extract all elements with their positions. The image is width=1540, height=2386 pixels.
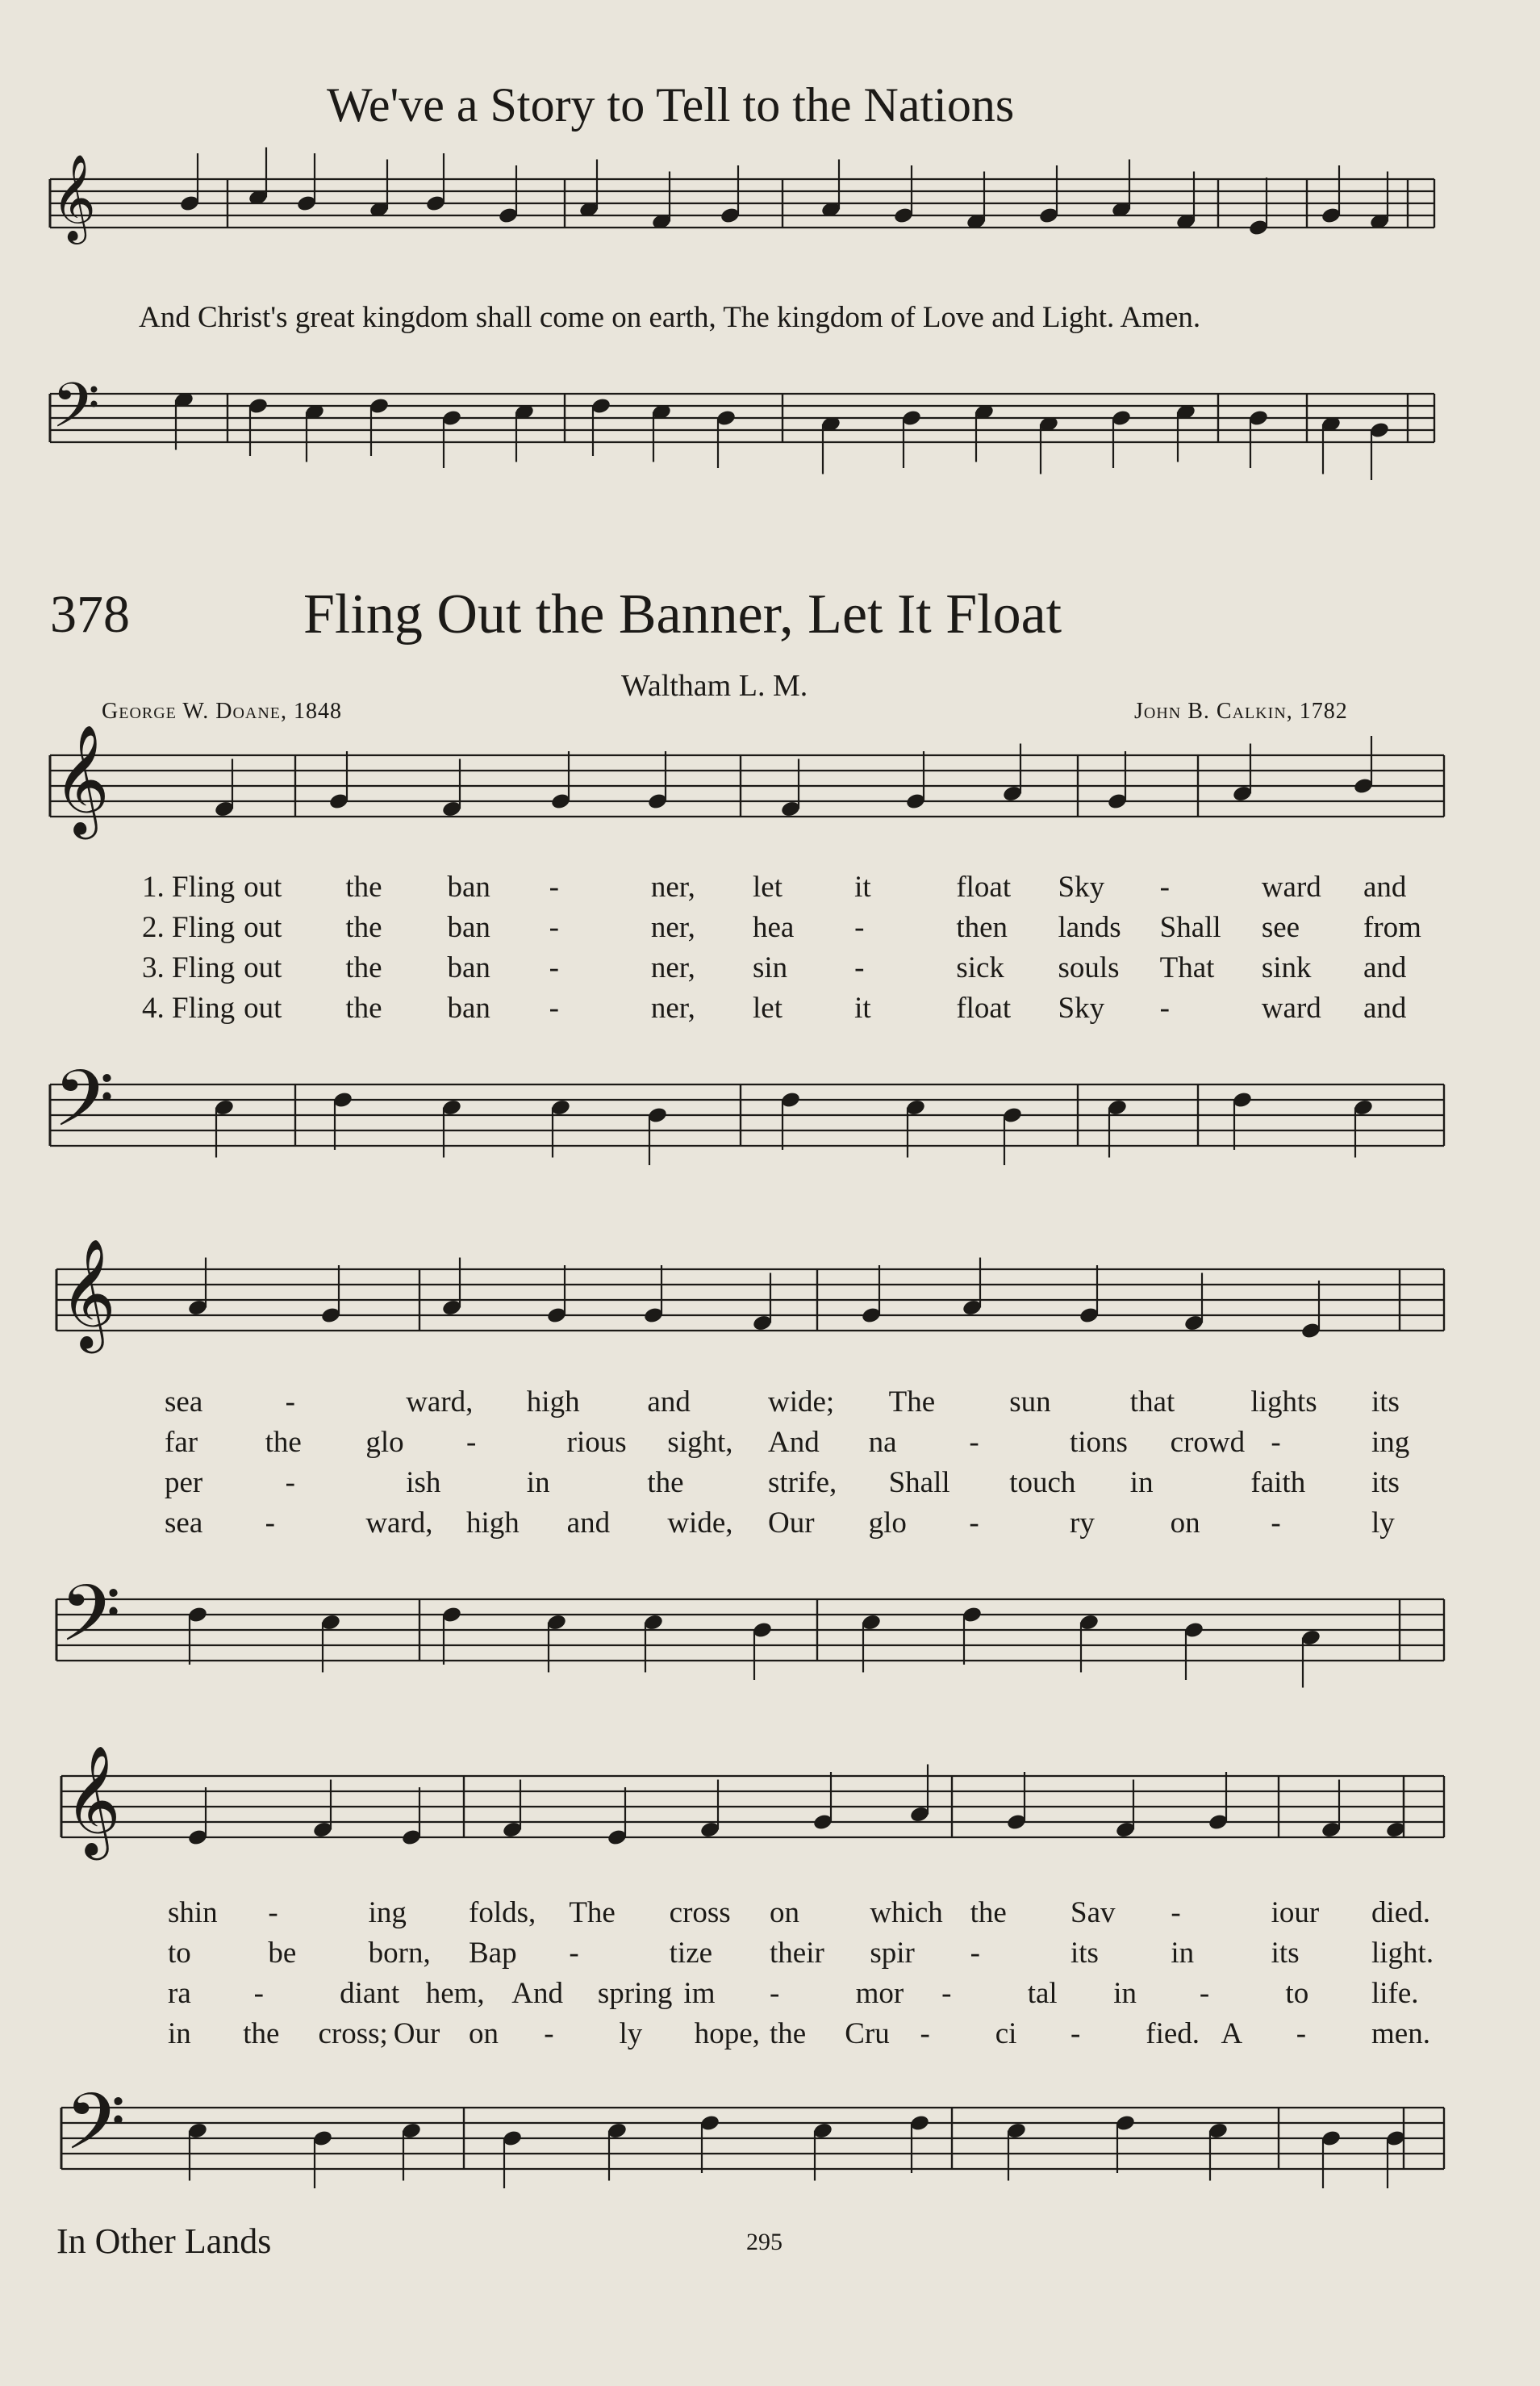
verse-word: tize	[669, 1937, 713, 1970]
verse-word: -	[854, 951, 865, 984]
verse-word: out	[244, 911, 282, 944]
verse-word: ner,	[650, 992, 695, 1025]
verse-word: the	[345, 871, 382, 904]
verse-word: folds,	[469, 1896, 536, 1929]
verse-word: glo	[365, 1426, 404, 1459]
verse-word: and	[566, 1506, 611, 1540]
verse-word: the	[345, 992, 382, 1025]
verse-word: 3. Fling	[142, 951, 236, 984]
verse-word: -	[265, 1506, 275, 1540]
composer-credit	[1134, 699, 1348, 725]
verse-word: which	[870, 1896, 943, 1929]
verse-word: that	[1129, 1385, 1175, 1419]
verse-word: ner,	[650, 871, 695, 904]
verse-word: -	[1159, 992, 1170, 1025]
verse-word: high	[466, 1506, 520, 1540]
verse-word: float	[956, 992, 1012, 1025]
verse-word: and	[1363, 951, 1407, 984]
hymn-system1-treble-staff	[50, 755, 1444, 817]
verse-word: and	[1363, 992, 1407, 1025]
verse-word: glo	[868, 1506, 907, 1540]
verse-word: the	[265, 1426, 302, 1459]
verse-word: -	[1070, 2017, 1081, 2050]
verse-word: 4. Fling	[142, 992, 236, 1025]
verse-word: the	[770, 2017, 807, 2050]
verse-word: The	[569, 1896, 616, 1929]
verse-word: out	[244, 951, 282, 984]
verse-word: -	[970, 1937, 980, 1970]
verse-word: im	[683, 1977, 716, 2010]
verse-word: Sav	[1070, 1896, 1116, 1929]
verse-word: -	[285, 1466, 295, 1499]
verse-word: Cru	[845, 2017, 890, 2050]
verse-word: to	[168, 1937, 191, 1970]
verse-word: ner,	[650, 951, 695, 984]
verse-word: lands	[1058, 911, 1121, 944]
verse-word: men.	[1371, 2017, 1430, 2050]
verse-word: spring	[597, 1977, 673, 2010]
verse-word: ner,	[650, 911, 695, 944]
verse-word: float	[956, 871, 1012, 904]
hymn-system3-bass-staff	[61, 2108, 1444, 2169]
verse-word: ward,	[406, 1385, 474, 1419]
verse-word: -	[854, 911, 865, 944]
verse-word: it	[854, 871, 871, 904]
verse-word: -	[253, 1977, 264, 2010]
verse-word: 2. Fling	[142, 911, 236, 944]
verse-word: on	[1170, 1506, 1200, 1540]
music-notes	[173, 148, 1406, 2189]
verse-word: rious	[566, 1426, 627, 1459]
hymn-system2-treble-staff	[56, 1269, 1444, 1331]
verse-word: from	[1363, 911, 1421, 944]
verse-word: -	[285, 1385, 295, 1419]
verse-word: and	[647, 1385, 691, 1419]
verse-word: ci	[995, 2017, 1017, 2050]
verse-word: 1. Fling	[142, 871, 236, 904]
verse-word: -	[549, 992, 559, 1025]
verse-word: crowd	[1170, 1426, 1246, 1459]
verse-word: its	[1271, 1937, 1300, 1970]
verse-word: ban	[447, 992, 490, 1025]
verse-word: sea	[165, 1385, 203, 1419]
verse-word: sight,	[667, 1426, 733, 1459]
verse-word: ban	[447, 911, 490, 944]
verse-word: ing	[368, 1896, 407, 1929]
verse-word: sink	[1261, 951, 1312, 984]
verse-word: strife,	[768, 1466, 837, 1499]
verse-word: on	[469, 2017, 499, 2050]
verse-word: born,	[368, 1937, 431, 1970]
verse-word: died.	[1371, 1896, 1430, 1929]
section-name: In Other Lands	[56, 2221, 272, 2261]
verse-word: sun	[1009, 1385, 1051, 1419]
verse-word: -	[941, 1977, 952, 2010]
verse-word: far	[165, 1426, 198, 1459]
verse-word: touch	[1009, 1466, 1076, 1499]
verse-word: ly	[1371, 1506, 1395, 1540]
verse-word: be	[268, 1937, 297, 1970]
verse-word: -	[268, 1896, 278, 1929]
verse-word: it	[854, 992, 871, 1025]
verse-word: let	[753, 871, 783, 904]
verse-word: wide;	[768, 1385, 835, 1419]
verse-word: out	[244, 871, 282, 904]
verse-word: life.	[1371, 1977, 1419, 2010]
verse-word: light.	[1371, 1937, 1434, 1970]
clef: 𝄢	[65, 2076, 126, 2187]
author-credit	[102, 699, 342, 725]
hymn-system3-treble-staff	[61, 1776, 1444, 1837]
hymn-system2-bass-staff	[56, 1599, 1444, 1661]
top-hymn-lyric: And Christ's great kingdom shall come on earth, The kingdom of Love and Light. Amen.	[139, 301, 1201, 334]
verse-word: in	[1171, 1937, 1195, 1970]
verse-word: the	[970, 1896, 1007, 1929]
verse-word: ban	[447, 871, 490, 904]
verse-word: The	[888, 1385, 936, 1419]
verse-word: Sky	[1058, 871, 1105, 904]
verse-word: then	[956, 911, 1008, 944]
verse-word: -	[1171, 1896, 1181, 1929]
tune-name: Waltham L. M.	[621, 669, 808, 703]
verse-word: the	[243, 2017, 280, 2050]
verse-word: in	[1113, 1977, 1137, 2010]
verse-word: iour	[1271, 1896, 1320, 1929]
verse-word: -	[549, 871, 559, 904]
verse-word: on	[770, 1896, 799, 1929]
clef: 𝄢	[53, 1053, 115, 1164]
composer-name: John B. Calkin, 1782	[1134, 699, 1348, 724]
verse-word: cross;	[318, 2017, 388, 2050]
verse-word: -	[549, 911, 559, 944]
verse-word: hem,	[425, 1977, 485, 2010]
verse-word: -	[569, 1937, 579, 1970]
verse-word: -	[969, 1506, 979, 1540]
verse-word: in	[168, 2017, 191, 2050]
clef: 𝄢	[52, 370, 100, 457]
verse-word: Bap	[469, 1937, 517, 1970]
verse-word: sick	[956, 951, 1004, 984]
verse-word: the	[647, 1466, 684, 1499]
verse-word: Sky	[1058, 992, 1105, 1025]
top-hymn-title: We've a Story to Tell to the Nations	[327, 78, 1015, 132]
verse-word: tal	[1027, 1977, 1058, 2010]
hymn-title: Fling Out the Banner, Let It Float	[303, 583, 1062, 646]
verse-word: ward,	[365, 1506, 433, 1540]
verse-word: -	[1271, 1506, 1281, 1540]
verse-word: -	[770, 1977, 780, 2010]
clef: 𝄞	[60, 1238, 116, 1348]
verse-word: in	[526, 1466, 550, 1499]
verse-word: fied.	[1146, 2017, 1200, 2050]
verse-word: out	[244, 992, 282, 1025]
verse-word: Our	[393, 2017, 440, 2050]
verse-word: ry	[1070, 1506, 1095, 1540]
clef: 𝄞	[52, 153, 96, 240]
verse-word: -	[466, 1426, 477, 1459]
verse-word: and	[1363, 871, 1407, 904]
verse-word: their	[770, 1937, 824, 1970]
verse-word: -	[1159, 871, 1170, 904]
hymn-number: 378	[50, 585, 130, 644]
verse-word: Shall	[1159, 911, 1221, 944]
verse-word: A	[1221, 2017, 1243, 2050]
verse-word: -	[1296, 2017, 1307, 2050]
music-clefs	[52, 153, 126, 2187]
verse-word: its	[1371, 1385, 1400, 1419]
verse-word: ing	[1371, 1426, 1410, 1459]
verse-word: faith	[1250, 1466, 1306, 1499]
verse-word: And	[768, 1426, 820, 1459]
verse-word: sin	[753, 951, 788, 984]
verse-word: diant	[340, 1977, 400, 2010]
verse-word: -	[549, 951, 559, 984]
verse-word: -	[1271, 1426, 1281, 1459]
verse-word: spir	[870, 1937, 915, 1970]
verse-word: let	[753, 992, 783, 1025]
clef: 𝄞	[53, 724, 110, 834]
verse-word: Shall	[888, 1466, 950, 1499]
verse-word: wide,	[667, 1506, 733, 1540]
verse-word: the	[345, 951, 382, 984]
clef: 𝄢	[60, 1568, 121, 1678]
verse-word: ra	[168, 1977, 191, 2010]
verse-word: the	[345, 911, 382, 944]
verse-word: That	[1159, 951, 1215, 984]
author-name: George W. Doane, 1848	[102, 699, 342, 724]
verse-word: its	[1371, 1466, 1400, 1499]
verse-word: see	[1261, 911, 1300, 944]
verse-word: na	[868, 1426, 897, 1459]
verse-word: ish	[406, 1466, 441, 1499]
verse-word: mor	[855, 1977, 904, 2010]
verse-word: And	[511, 1977, 564, 2010]
verse-word: lights	[1250, 1385, 1317, 1419]
verse-word: hea	[753, 911, 795, 944]
page-number: 295	[746, 2229, 783, 2255]
verse-word: ward	[1261, 871, 1321, 904]
verse-word: Our	[768, 1506, 815, 1540]
verse-word: sea	[165, 1506, 203, 1540]
verse-word: tions	[1070, 1426, 1128, 1459]
verse-word: in	[1129, 1466, 1154, 1499]
verse-word: ward	[1261, 992, 1321, 1025]
verse-word: -	[920, 2017, 930, 2050]
clef: 𝄞	[65, 1745, 121, 1855]
verse-word: shin	[168, 1896, 218, 1929]
verse-word: -	[544, 2017, 554, 2050]
verse-word: souls	[1058, 951, 1120, 984]
verse-word: per	[165, 1466, 203, 1499]
verse-word: high	[526, 1385, 580, 1419]
verse-word: hope,	[694, 2017, 760, 2050]
verse-word: cross	[669, 1896, 731, 1929]
verse-word: -	[969, 1426, 979, 1459]
verse-word: ban	[447, 951, 490, 984]
verse-word: to	[1285, 1977, 1309, 2010]
verse-word: -	[1199, 1977, 1210, 2010]
verse-word: its	[1070, 1937, 1099, 1970]
verse-word: ly	[619, 2017, 643, 2050]
